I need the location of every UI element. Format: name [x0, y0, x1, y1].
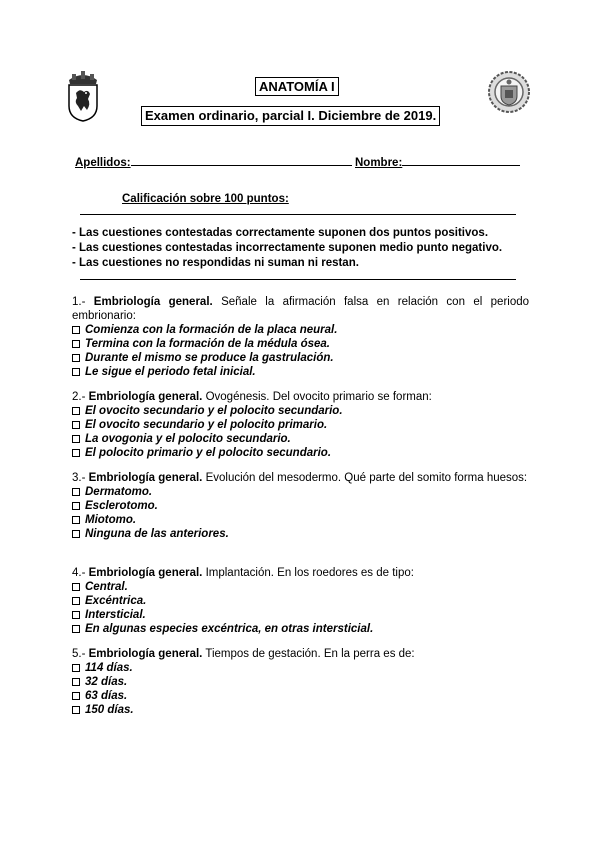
surname-blank[interactable]: [131, 153, 352, 166]
checkbox-icon[interactable]: [72, 435, 80, 443]
faculty-emblem-right-icon: [487, 70, 531, 114]
question-number: 4.-: [72, 567, 86, 579]
rule-line: - Las cuestiones contestadas incorrectamente suponen medio punto negativo.: [72, 242, 503, 254]
answer-option[interactable]: Ninguna de las anteriores.: [72, 527, 529, 541]
question-number: 3.-: [72, 472, 86, 484]
question-header: [72, 647, 529, 661]
answer-option[interactable]: 63 días.: [72, 689, 529, 703]
name-blank[interactable]: [402, 153, 520, 166]
answer-option[interactable]: El polocito primario y el polocito secundario.: [72, 446, 529, 460]
answer-option[interactable]: 32 días.: [72, 675, 529, 689]
checkbox-icon[interactable]: [72, 340, 80, 348]
question-topic: Embriología general.: [88, 391, 203, 403]
question-4: [72, 566, 529, 636]
checkbox-icon[interactable]: [72, 678, 80, 686]
university-crest-left-icon: [66, 66, 100, 122]
checkbox-icon[interactable]: [72, 530, 80, 538]
answer-option[interactable]: Le sigue el periodo fetal inicial.: [72, 365, 529, 379]
checkbox-icon[interactable]: [72, 583, 80, 591]
question-2: [72, 390, 529, 460]
question-header: [72, 566, 529, 580]
rules-bottom-divider: [80, 279, 516, 280]
answer-option[interactable]: Miotomo.: [72, 513, 529, 527]
question-text: Implantación. En los roedores es de tipo:: [205, 567, 414, 579]
answer-option[interactable]: La ovogonia y el polocito secundario.: [72, 432, 529, 446]
question-number: 1.-: [72, 296, 86, 308]
checkbox-icon[interactable]: [72, 449, 80, 457]
answer-option[interactable]: En algunas especies excéntrica, en otras intersticial.: [72, 622, 529, 636]
question-topic: Embriología general.: [88, 472, 203, 484]
answer-option[interactable]: Termina con la formación de la médula ósea.: [72, 337, 529, 351]
question-number: 2.-: [72, 391, 86, 403]
question-number: 5.-: [72, 648, 86, 660]
question-text: Ovogénesis. Del ovocito primario se forman:: [205, 391, 432, 403]
rules-top-divider: [80, 214, 516, 215]
question-header: [72, 471, 529, 485]
name-label: Nombre:: [355, 157, 403, 169]
question-topic: Embriología general.: [93, 296, 213, 308]
name-field[interactable]: [355, 153, 520, 170]
answer-option[interactable]: 114 días.: [72, 661, 529, 675]
checkbox-icon[interactable]: [72, 502, 80, 510]
checkbox-icon[interactable]: [72, 407, 80, 415]
answer-option[interactable]: Intersticial.: [72, 608, 529, 622]
answer-option[interactable]: El ovocito secundario y el polocito secundario.: [72, 404, 529, 418]
checkbox-icon[interactable]: [72, 692, 80, 700]
question-3: [72, 471, 529, 541]
checkbox-icon[interactable]: [72, 326, 80, 334]
question-text: Tiempos de gestación. En la perra es de:: [205, 648, 415, 660]
checkbox-icon[interactable]: [72, 706, 80, 714]
question-topic: Embriología general.: [88, 648, 203, 660]
question-text: Señale la afirmación falsa en relación con el periodo embrionario:: [72, 296, 530, 322]
surname-label: Apellidos:: [75, 157, 131, 169]
checkbox-icon[interactable]: [72, 368, 80, 376]
checkbox-icon[interactable]: [72, 421, 80, 429]
checkbox-icon[interactable]: [72, 597, 80, 605]
question-topic: Embriología general.: [88, 567, 203, 579]
checkbox-icon[interactable]: [72, 625, 80, 633]
checkbox-icon[interactable]: [72, 354, 80, 362]
question-5: [72, 647, 529, 717]
question-text: Evolución del mesodermo. Qué parte del somito forma huesos:: [205, 472, 528, 484]
rule-line: - Las cuestiones no respondidas ni suman ni restan.: [72, 257, 359, 269]
rules-block: [72, 226, 502, 271]
question-1: [72, 295, 529, 379]
exam-title: ANATOMÍA I: [255, 77, 339, 96]
answer-option[interactable]: Excéntrica.: [72, 594, 529, 608]
answer-option[interactable]: Central.: [72, 580, 529, 594]
answer-option[interactable]: El ovocito secundario y el polocito primario.: [72, 418, 529, 432]
answer-option[interactable]: Dermatomo.: [72, 485, 529, 499]
grading-label: Calificación sobre 100 puntos:: [122, 193, 289, 205]
question-header: [72, 390, 529, 404]
answer-option[interactable]: Durante el mismo se produce la gastrulación.: [72, 351, 529, 365]
rule-line: - Las cuestiones contestadas correctamente suponen dos puntos positivos.: [72, 227, 489, 239]
answer-option[interactable]: Esclerotomo.: [72, 499, 529, 513]
question-header: [72, 295, 529, 323]
surname-field[interactable]: [75, 153, 352, 170]
answer-option[interactable]: 150 días.: [72, 703, 529, 717]
checkbox-icon[interactable]: [72, 664, 80, 672]
answer-option[interactable]: Comienza con la formación de la placa neural.: [72, 323, 529, 337]
checkbox-icon[interactable]: [72, 488, 80, 496]
checkbox-icon[interactable]: [72, 611, 80, 619]
checkbox-icon[interactable]: [72, 516, 80, 524]
exam-subtitle: Examen ordinario, parcial I. Diciembre de 2019.: [141, 106, 440, 126]
